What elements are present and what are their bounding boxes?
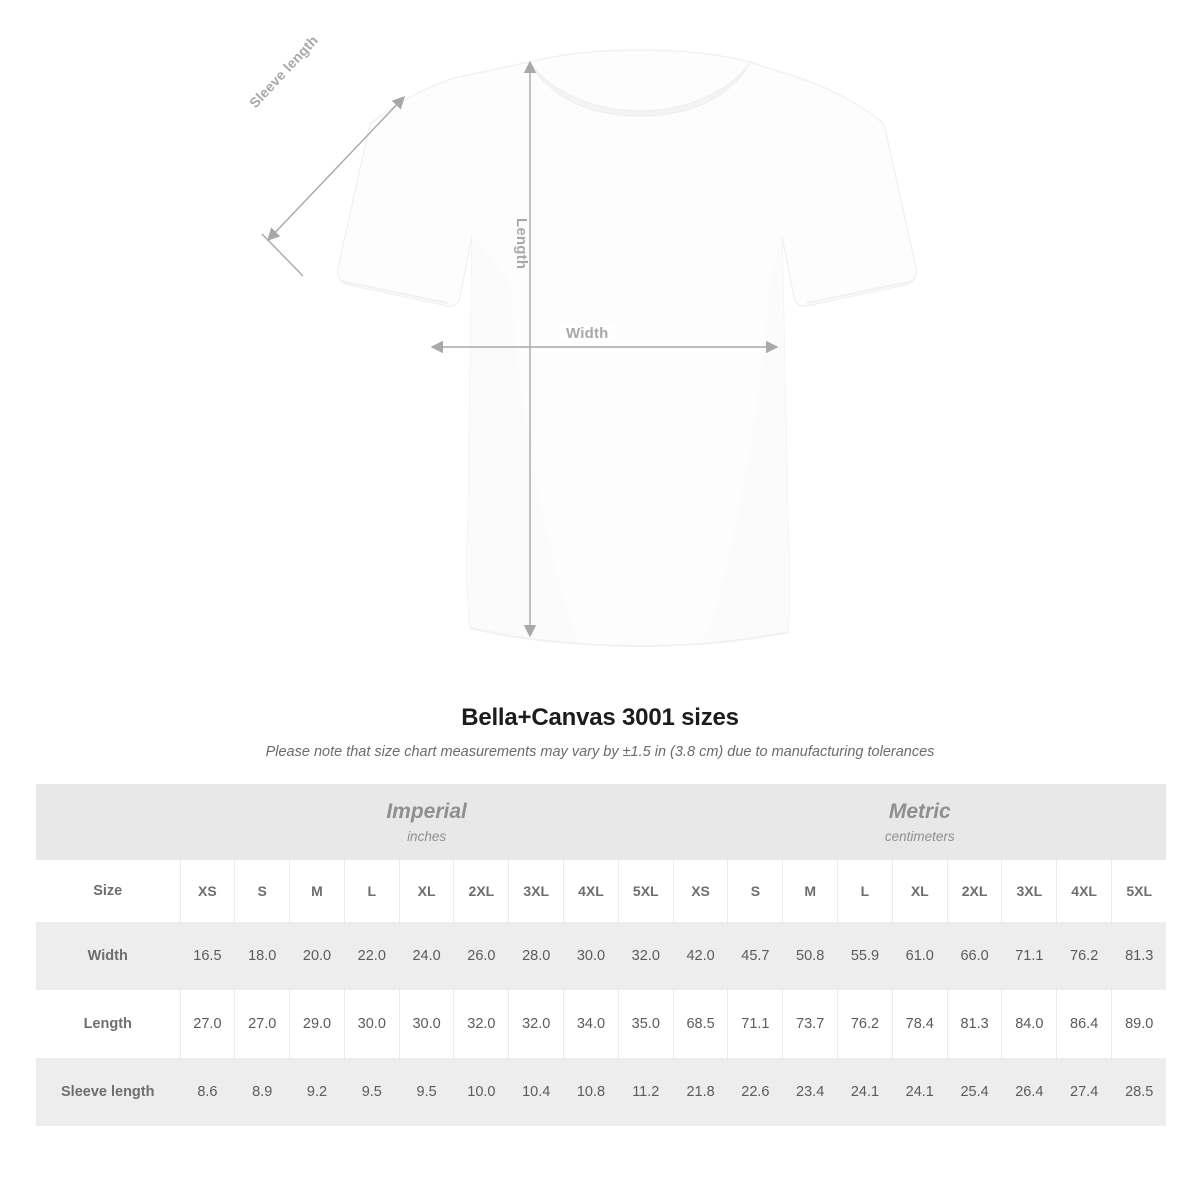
cell-sleeve-imperial-4xl: 10.8: [564, 1058, 619, 1126]
cell-width-metric-xs: 42.0: [673, 922, 728, 990]
cell-length-imperial-5xl: 35.0: [618, 990, 673, 1058]
cell-width-imperial-m: 20.0: [290, 922, 345, 990]
cell-sleeve-imperial-l: 9.5: [344, 1058, 399, 1126]
size-header-metric-3xl: 3XL: [1002, 860, 1057, 922]
cell-length-imperial-s: 27.0: [235, 990, 290, 1058]
size-header-imperial-s: S: [235, 860, 290, 922]
size-header-imperial-l: L: [344, 860, 399, 922]
row-label-sleeve-length: Sleeve length: [36, 1058, 180, 1126]
size-header-metric-5xl: 5XL: [1112, 860, 1167, 922]
row-label-width: Width: [36, 922, 180, 990]
cell-length-imperial-xl: 30.0: [399, 990, 454, 1058]
cell-width-imperial-5xl: 32.0: [618, 922, 673, 990]
cell-length-imperial-3xl: 32.0: [509, 990, 564, 1058]
size-header-imperial-5xl: 5XL: [618, 860, 673, 922]
size-header-row: [36, 860, 1166, 922]
table-row: [36, 990, 1166, 1058]
page-title: Bella+Canvas 3001 sizes: [461, 704, 739, 731]
cell-width-metric-2xl: 66.0: [947, 922, 1002, 990]
size-header-metric-l: L: [838, 860, 893, 922]
cell-width-metric-4xl: 76.2: [1057, 922, 1112, 990]
cell-sleeve-metric-l: 24.1: [838, 1058, 893, 1126]
measurement-note: Please note that size chart measurements may vary by ±1.5 in (3.8 cm) due to manufacturing tolerances: [265, 744, 935, 760]
cell-length-metric-2xl: 81.3: [947, 990, 1002, 1058]
size-header-imperial-2xl: 2XL: [454, 860, 509, 922]
row-label-length: Length: [36, 990, 180, 1058]
cell-sleeve-imperial-s: 8.9: [235, 1058, 290, 1126]
size-header-metric-2xl: 2XL: [947, 860, 1002, 922]
unit-group-imperial: [180, 784, 673, 860]
size-chart-table: [36, 784, 1166, 1126]
size-header-imperial-3xl: 3XL: [509, 860, 564, 922]
cell-width-imperial-xs: 16.5: [180, 922, 235, 990]
cell-width-metric-5xl: 81.3: [1112, 922, 1167, 990]
size-header-imperial-xl: XL: [399, 860, 454, 922]
unit-group-imperial-sub: inches: [407, 828, 447, 844]
cell-width-metric-s: 45.7: [728, 922, 783, 990]
cell-width-imperial-s: 18.0: [235, 922, 290, 990]
cell-width-metric-3xl: 71.1: [1002, 922, 1057, 990]
sleeve-length-label: Sleeve length: [246, 32, 322, 111]
length-label: Length: [513, 218, 530, 270]
cell-sleeve-imperial-5xl: 11.2: [618, 1058, 673, 1126]
cell-sleeve-metric-5xl: 28.5: [1112, 1058, 1167, 1126]
size-header-metric-xs: XS: [673, 860, 728, 922]
size-header-metric-s: S: [728, 860, 783, 922]
cell-sleeve-metric-xs: 21.8: [673, 1058, 728, 1126]
cell-width-imperial-4xl: 30.0: [564, 922, 619, 990]
cell-width-metric-l: 55.9: [838, 922, 893, 990]
cell-sleeve-metric-xl: 24.1: [892, 1058, 947, 1126]
cell-length-imperial-l: 30.0: [344, 990, 399, 1058]
cell-sleeve-metric-m: 23.4: [783, 1058, 838, 1126]
cell-width-imperial-3xl: 28.0: [509, 922, 564, 990]
cell-sleeve-imperial-3xl: 10.4: [509, 1058, 564, 1126]
cell-width-metric-xl: 61.0: [892, 922, 947, 990]
unit-group-imperial-name: Imperial: [386, 800, 467, 824]
cell-length-metric-xl: 78.4: [892, 990, 947, 1058]
size-header-metric-m: M: [783, 860, 838, 922]
width-label: Width: [560, 325, 615, 342]
cell-sleeve-imperial-xs: 8.6: [180, 1058, 235, 1126]
size-chart-table-wrap: [36, 784, 1164, 1126]
cell-length-metric-5xl: 89.0: [1112, 990, 1167, 1058]
cell-width-imperial-l: 22.0: [344, 922, 399, 990]
cell-length-metric-s: 71.1: [728, 990, 783, 1058]
cell-sleeve-metric-2xl: 25.4: [947, 1058, 1002, 1126]
table-row: [36, 1058, 1166, 1126]
cell-sleeve-imperial-2xl: 10.0: [454, 1058, 509, 1126]
cell-length-imperial-2xl: 32.0: [454, 990, 509, 1058]
cell-length-metric-m: 73.7: [783, 990, 838, 1058]
unit-group-metric-name: Metric: [888, 800, 951, 824]
cell-sleeve-metric-4xl: 27.4: [1057, 1058, 1112, 1126]
size-header-imperial-xs: XS: [180, 860, 235, 922]
cell-length-metric-l: 76.2: [838, 990, 893, 1058]
cell-length-metric-3xl: 84.0: [1002, 990, 1057, 1058]
size-header-metric-xl: XL: [892, 860, 947, 922]
size-header-imperial-4xl: 4XL: [564, 860, 619, 922]
cell-sleeve-imperial-m: 9.2: [290, 1058, 345, 1126]
unit-group-metric-sub: centimeters: [884, 828, 955, 844]
tshirt-shape: [338, 50, 917, 646]
size-header-imperial-m: M: [290, 860, 345, 922]
cell-length-imperial-m: 29.0: [290, 990, 345, 1058]
unit-group-row: [36, 784, 1166, 860]
cell-length-imperial-4xl: 34.0: [564, 990, 619, 1058]
table-row: [36, 922, 1166, 990]
unit-corner-cell: [36, 784, 180, 860]
cell-sleeve-metric-s: 22.6: [728, 1058, 783, 1126]
cell-length-metric-xs: 68.5: [673, 990, 728, 1058]
cell-width-imperial-2xl: 26.0: [454, 922, 509, 990]
cell-sleeve-imperial-xl: 9.5: [399, 1058, 454, 1126]
cell-length-metric-4xl: 86.4: [1057, 990, 1112, 1058]
cell-width-imperial-xl: 24.0: [399, 922, 454, 990]
cell-sleeve-metric-3xl: 26.4: [1002, 1058, 1057, 1126]
cell-length-imperial-xs: 27.0: [180, 990, 235, 1058]
title-block: [0, 704, 1200, 760]
cell-width-metric-m: 50.8: [783, 922, 838, 990]
size-header-metric-4xl: 4XL: [1057, 860, 1112, 922]
size-header-label: Size: [36, 860, 180, 922]
unit-group-metric: [673, 784, 1166, 860]
